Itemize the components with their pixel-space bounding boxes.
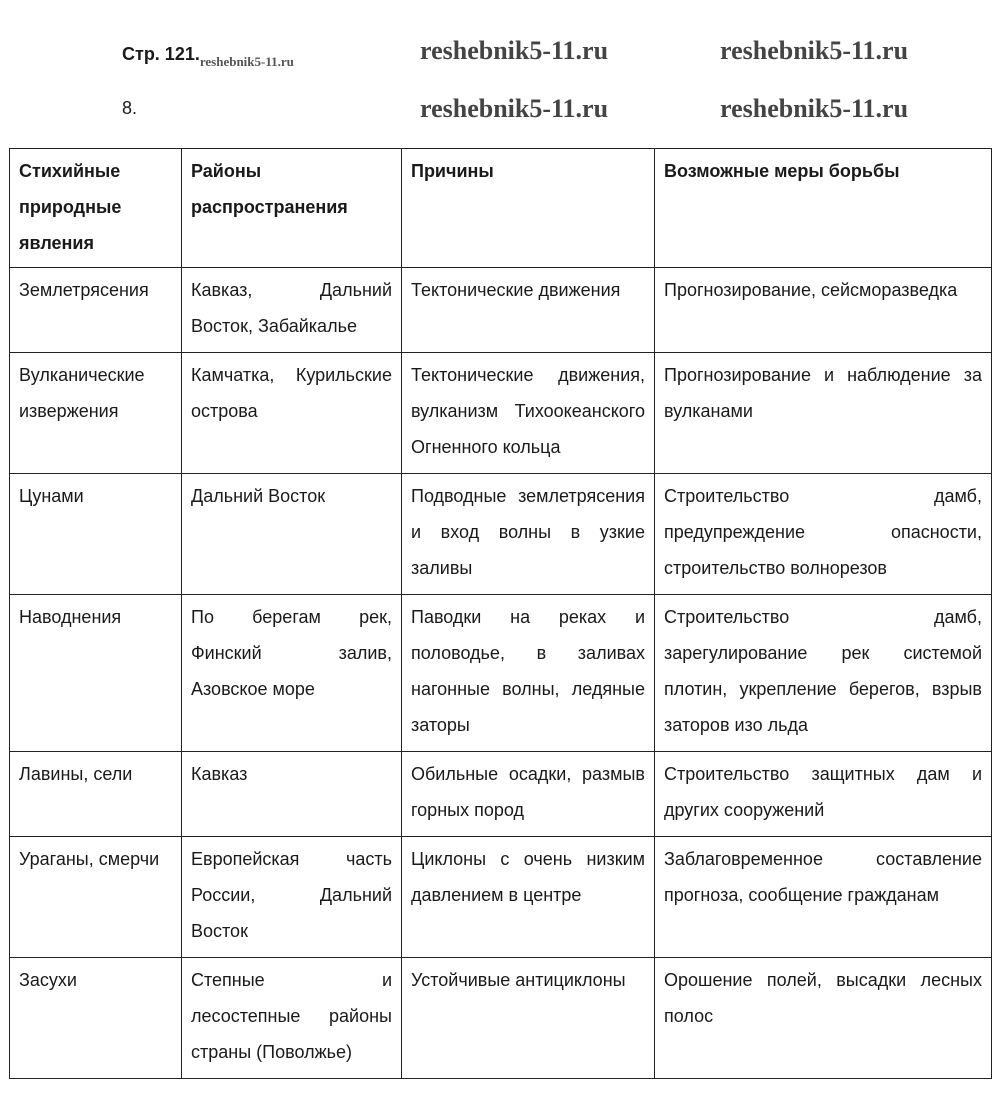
table-cell: Прогнозирование, сейсморазведка: [655, 268, 992, 353]
table-cell: Орошение полей, высадки лесных полос: [655, 958, 992, 1079]
table-cell: Прогнозирование и наблюдение за вулканами: [655, 353, 992, 474]
table-cell: Строительство дамб, зарегулирование рек системой плотин, укрепление берегов, взрыв заторов изо льда: [655, 595, 992, 752]
table-cell: Паводки на реках и половодье, в заливах нагонные волны, ледяные заторы: [402, 595, 655, 752]
table-cell: Цунами: [10, 474, 182, 595]
header-cell: Причины: [402, 149, 655, 268]
table-cell: Кавказ: [182, 752, 402, 837]
table-cell: Тектонические движения: [402, 268, 655, 353]
table-cell: Строительство дамб, предупреждение опасности, строительство волнорезов: [655, 474, 992, 595]
header-cell: Возможные меры борьбы: [655, 149, 992, 268]
table-cell: Подводные землетрясения и вход волны в узкие заливы: [402, 474, 655, 595]
table-cell: Европейская часть России, Дальний Восток: [182, 837, 402, 958]
table-cell: Строительство защитных дам и других сооружений: [655, 752, 992, 837]
watermark: reshebnik5-11.ru: [420, 94, 609, 123]
table-cell: Циклоны с очень низким давлением в центре: [402, 837, 655, 958]
table-header-row: [10, 149, 992, 268]
table-row: [10, 837, 992, 958]
table-cell: Устойчивые антициклоны: [402, 958, 655, 1079]
table-cell: Засухи: [10, 958, 182, 1079]
table-row: [10, 474, 992, 595]
table-cell: Дальний Восток: [182, 474, 402, 595]
table-cell: Землетрясения: [10, 268, 182, 353]
header-cell: Стихийные природные явления: [10, 149, 182, 268]
table-row: [10, 268, 992, 353]
header-cell: Районы распространения: [182, 149, 402, 268]
table-cell: Тектонические движения, вулканизм Тихоокеанского Огненного кольца: [402, 353, 655, 474]
table-row: [10, 958, 992, 1079]
table-cell: Вулканические извержения: [10, 353, 182, 474]
table-cell: Ураганы, смерчи: [10, 837, 182, 958]
table-cell: Обильные осадки, размыв горных пород: [402, 752, 655, 837]
table-row: [10, 353, 992, 474]
watermark: reshebnik5-11.ru: [199, 54, 294, 69]
table-row: [10, 595, 992, 752]
table-cell: По берегам рек, Финский залив, Азовское море: [182, 595, 402, 752]
table-cell: Наводнения: [10, 595, 182, 752]
table-row: [10, 752, 992, 837]
table-cell: Степные и лесостепные районы страны (Поволжье): [182, 958, 402, 1079]
table-cell: Кавказ, Дальний Восток, Забайкалье: [182, 268, 402, 353]
watermark: reshebnik5-11.ru: [720, 94, 909, 123]
page-label: [122, 44, 294, 69]
phenomena-table: [9, 148, 992, 1079]
watermark: reshebnik5-11.ru: [420, 36, 609, 65]
table-cell: Заблаговременное составление прогноза, сообщение гражданам: [655, 837, 992, 958]
watermark: reshebnik5-11.ru: [720, 36, 909, 65]
page-number: Стр. 121.: [122, 44, 200, 64]
table-cell: Лавины, сели: [10, 752, 182, 837]
table-cell: Камчатка, Курильские острова: [182, 353, 402, 474]
task-number: 8.: [122, 98, 138, 118]
